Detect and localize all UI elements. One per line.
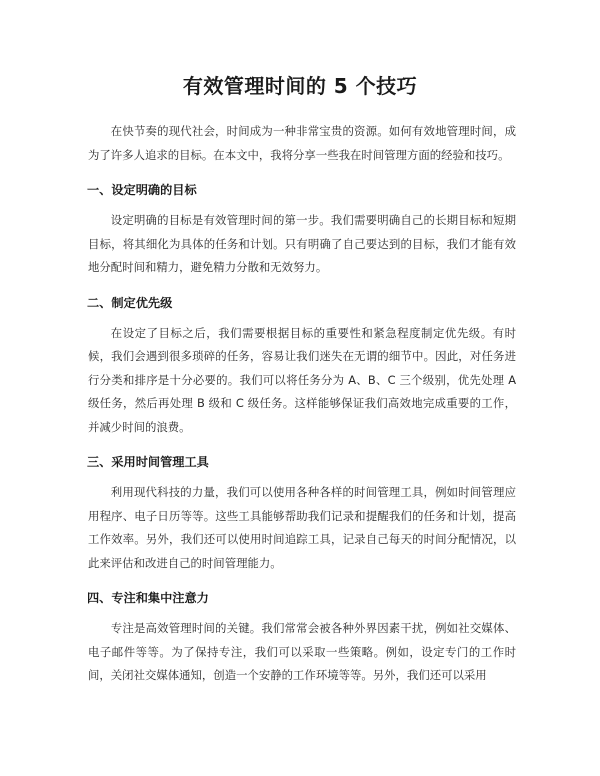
- section-paragraph-priority: 在设定了目标之后，我们需要根据目标的重要性和紧急程度制定优先级。有时候，我们会遇到很多琐碎的任务，容易让我们迷失在无谓的细节中。因此，对任务进行分类和排序是十分必要的。我们可以将任务分为 A、B、C 三个级别，优先处理 A 级任务，然后再处理 B 级和 C 级任务。这样能够保证我们高效地完成重要的工作，并减少时间的浪费。: [88, 325, 516, 434]
- intro-paragraph: 在快节奏的现代社会，时间成为一种非常宝贵的资源。如何有效地管理时间，成为了许多人追求的目标。在本文中，我将分享一些我在时间管理方面的经验和技巧。: [88, 124, 516, 162]
- page-title: 有效管理时间的 5 个技巧: [182, 74, 418, 98]
- section-heading-goals: 一、设定明确的目标: [87, 183, 197, 197]
- section-heading-focus: 四、专注和集中注意力: [87, 591, 209, 605]
- section-heading-priority: 二、制定优先级: [87, 295, 173, 310]
- section-paragraph-tools: 利用现代科技的力量，我们可以使用各种各样的时间管理工具，例如时间管理应用程序、电子日历等等。这些工具能够帮助我们记录和提醒我们的任务和计划，提高工作效率。另外，我们还可以使用时间追踪工具，记录自己每天的时间分配情况，以此来评估和改进自己的时间管理能力。: [88, 485, 516, 570]
- document-body: [88, 120, 516, 688]
- section-paragraph-focus: 专注是高效管理时间的关键。我们常常会被各种外界因素干扰，例如社交媒体、电子邮件等等。为了保持专注，我们可以采取一些策略。例如，设定专门的工作时间，关闭社交媒体通知，创造一个安静的工作环境等等。另外，我们还可以采用: [88, 621, 516, 682]
- section-heading-tools: 三、采用时间管理工具: [87, 455, 209, 469]
- section-paragraph-goals: 设定明确的目标是有效管理时间的第一步。我们需要明确自己的长期目标和短期目标，将其细化为具体的任务和计划。只有明确了自己要达到的目标，我们才能有效地分配时间和精力，避免精力分散和无效努力。: [88, 213, 516, 274]
